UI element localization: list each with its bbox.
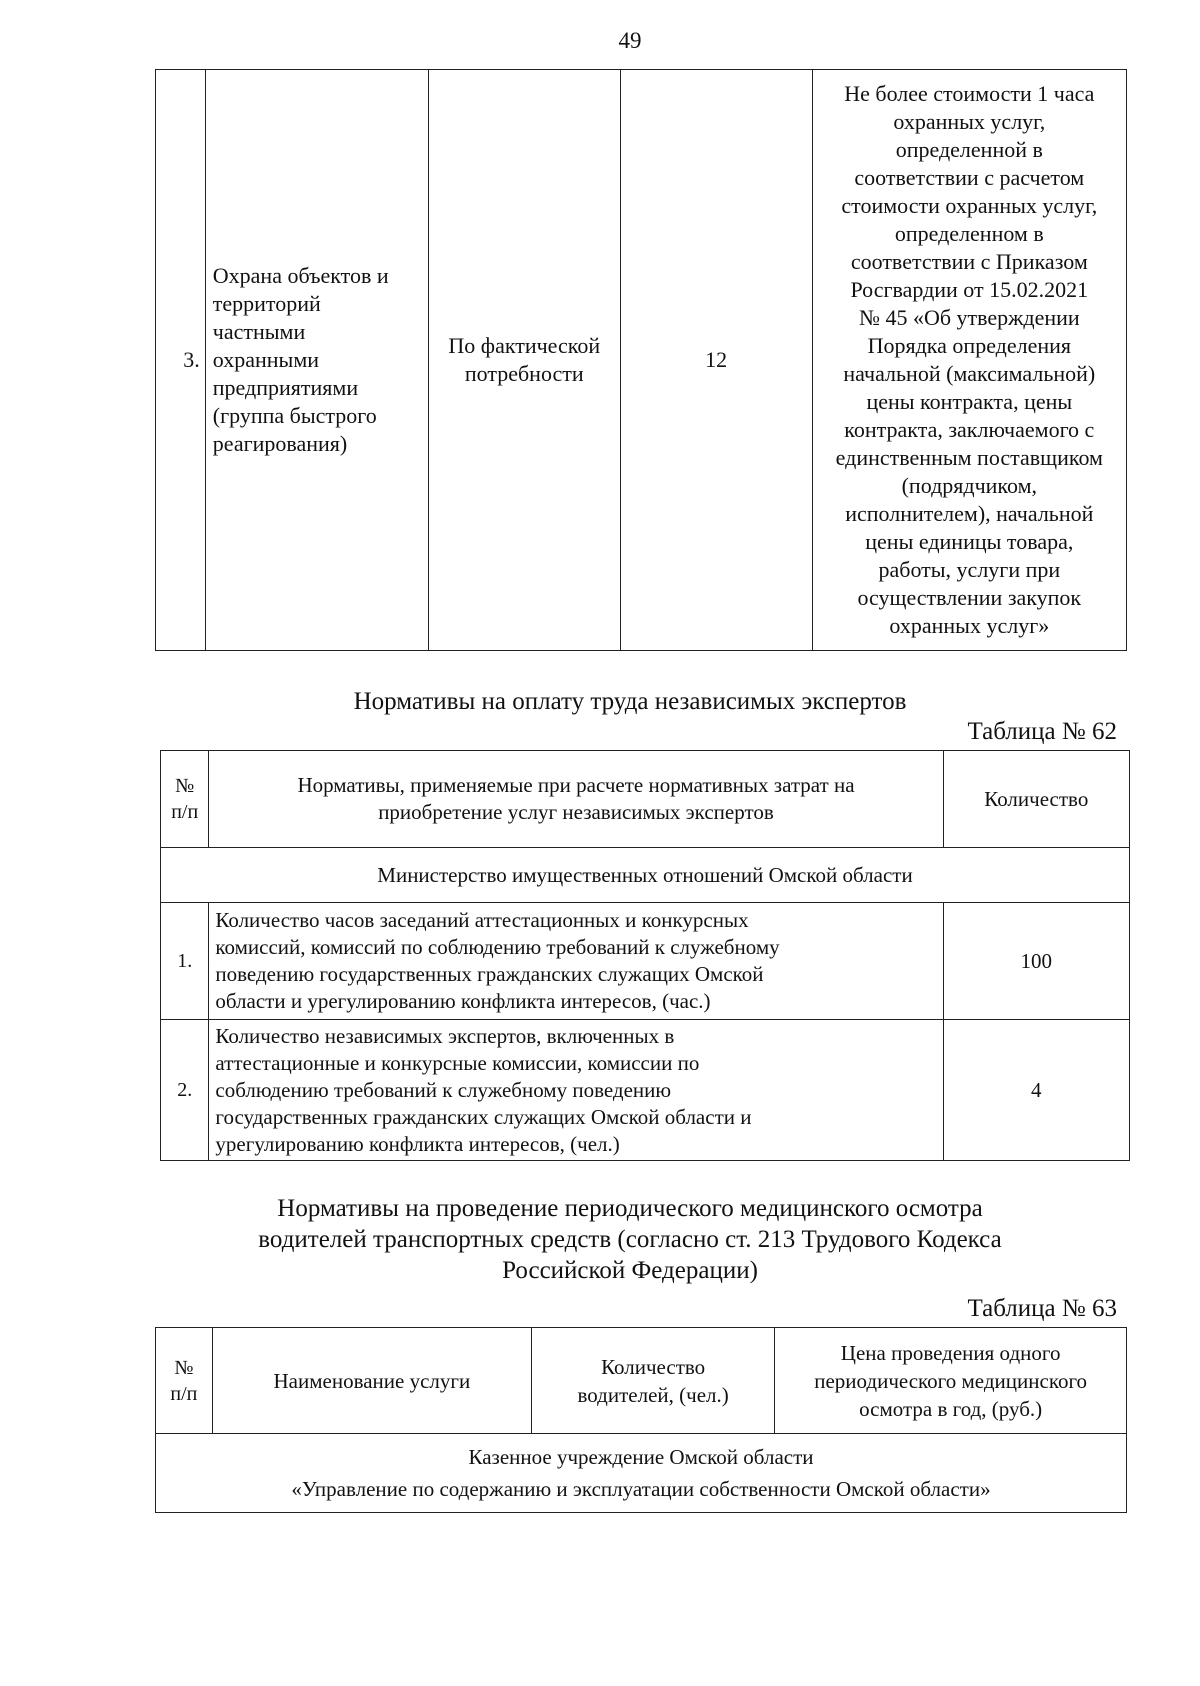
service-name-line: Охрана объектов и — [212, 263, 389, 288]
price-line: соответствии с Приказом — [850, 249, 1088, 274]
price-line: цены контракта, цены — [866, 389, 1073, 414]
header-norm-line: Нормативы, применяемые при расчете нормативных затрат на — [297, 773, 855, 797]
price-line: определенном в — [894, 221, 1044, 246]
row-text-line: Количество часов заседаний аттестационных и конкурсных — [215, 908, 749, 932]
header-price-cell — [775, 1328, 1127, 1434]
row-text-line: соблюдению требований к служебному поведению — [215, 1077, 672, 1102]
header-num-line: № — [175, 775, 195, 797]
section63-heading-line: Нормативы на проведение периодического медицинского осмотра — [277, 1195, 983, 1222]
table-row — [156, 70, 1127, 651]
service-name-line: (группа быстрого — [212, 403, 377, 428]
service-name-line: предприятиями — [212, 375, 359, 400]
header-qty-line: водителей, (чел.) — [577, 1382, 729, 1407]
price-line: исполнителем), начальной — [845, 501, 1094, 526]
row-value-cell: 4 — [943, 1020, 1129, 1161]
table63 — [155, 1327, 1127, 1513]
price-line: Не более стоимости 1 часа — [844, 81, 1095, 106]
header-price-line: Цена проведения одного — [840, 1340, 1061, 1365]
section-title-line: Казенное учреждение Омской области — [468, 1445, 814, 1469]
price-line: единственным поставщиком — [835, 445, 1103, 470]
section-title-cell — [156, 1434, 1127, 1513]
section-title-row — [161, 848, 1130, 903]
header-num-cell — [161, 751, 209, 848]
row-text-cell — [209, 1020, 943, 1161]
row-text-line: государственных гражданских служащих Омской области и — [215, 1104, 752, 1129]
row-text-line: урегулированию конфликта интересов, (чел.) — [215, 1131, 620, 1156]
price-line: осуществлении закупок — [857, 585, 1082, 610]
section-title-line: «Управление по содержанию и эксплуатации собственности Омской области» — [291, 1477, 991, 1501]
table62 — [160, 750, 1130, 1161]
row-text-line: комиссий, комиссий по соблюдению требований к служебному — [215, 935, 780, 959]
section-title-cell: Министерство имущественных отношений Омской области — [161, 848, 1130, 903]
service-name-line: территорий — [212, 291, 321, 316]
price-cell — [812, 70, 1126, 651]
row-text-line: Количество независимых экспертов, включенных в — [215, 1023, 675, 1048]
price-line: цены единицы товара, — [865, 529, 1074, 554]
table63-caption: Таблица № 63 — [967, 1295, 1117, 1322]
service-name-line: реагирования) — [212, 431, 348, 456]
header-num-line: п/п — [171, 801, 199, 823]
header-qty-line: Количество — [601, 1354, 706, 1379]
table-header-row — [156, 1328, 1127, 1434]
price-line: Порядка определения — [867, 333, 1072, 358]
header-name-cell: Наименование услуги — [212, 1328, 531, 1434]
header-norm-line: приобретение услуг независимых экспертов — [378, 800, 774, 824]
price-line: начальной (максимальной) — [843, 361, 1096, 386]
service-name-line: частными — [212, 319, 306, 344]
price-line: работы, услуги при — [878, 557, 1061, 582]
header-num-line: № — [174, 1356, 194, 1379]
header-num-line: п/п — [170, 1382, 198, 1405]
norm-line: потребности — [464, 361, 584, 386]
section63-heading-line: водителей транспортных средств (согласно ст. 213 Трудового Кодекса — [258, 1226, 1002, 1253]
price-line: соответствии с расчетом — [854, 165, 1085, 190]
section63-heading-line: Российской Федерации) — [502, 1257, 758, 1284]
table-prev-continuation — [155, 69, 1127, 651]
price-line: охранных услуг» — [889, 613, 1050, 638]
header-norm-cell — [209, 751, 943, 848]
price-line: (подрядчиком, — [901, 473, 1037, 498]
row-number-cell: 1. — [161, 903, 209, 1020]
header-num-cell — [156, 1328, 213, 1434]
table-header-row — [161, 751, 1130, 848]
price-line: № 45 «Об утверждении — [858, 305, 1080, 330]
row-text-line: поведению государственных гражданских служащих Омской — [215, 962, 764, 986]
price-line: охранных услуг, — [893, 109, 1046, 134]
quantity-cell: 12 — [620, 70, 812, 651]
row-number-cell: 2. — [161, 1020, 209, 1161]
table62-caption: Таблица № 62 — [967, 718, 1117, 745]
table-row — [161, 1020, 1130, 1161]
header-qty-cell — [532, 1328, 775, 1434]
table-row — [161, 903, 1130, 1020]
row-text-line: области и урегулированию конфликта интересов, (час.) — [215, 989, 711, 1013]
section62-heading: Нормативы на оплату труда независимых экспертов — [353, 688, 907, 715]
norm-line: По фактической — [448, 333, 601, 358]
section63-heading — [150, 1193, 1110, 1286]
header-price-line: осмотра в год, (руб.) — [859, 1396, 1043, 1421]
header-price-line: периодического медицинского — [814, 1368, 1088, 1393]
row-value-cell: 100 — [943, 903, 1129, 1020]
price-line: стоимости охранных услуг, — [841, 193, 1098, 218]
section-title-row — [156, 1434, 1127, 1513]
page-number: 49 — [618, 28, 642, 53]
service-name-cell — [205, 70, 428, 651]
row-number-cell: 3. — [156, 70, 206, 651]
price-line: Росгвардии от 15.02.2021 — [850, 277, 1089, 302]
row-text-cell — [209, 903, 943, 1020]
price-line: контракта, заключаемого с — [844, 417, 1095, 442]
header-qty-cell: Количество — [943, 751, 1129, 848]
price-line: определенной в — [895, 137, 1043, 162]
row-text-line: аттестационные и конкурсные комиссии, комиссии по — [215, 1050, 700, 1075]
norm-cell — [428, 70, 620, 651]
service-name-line: охранными — [212, 347, 320, 372]
